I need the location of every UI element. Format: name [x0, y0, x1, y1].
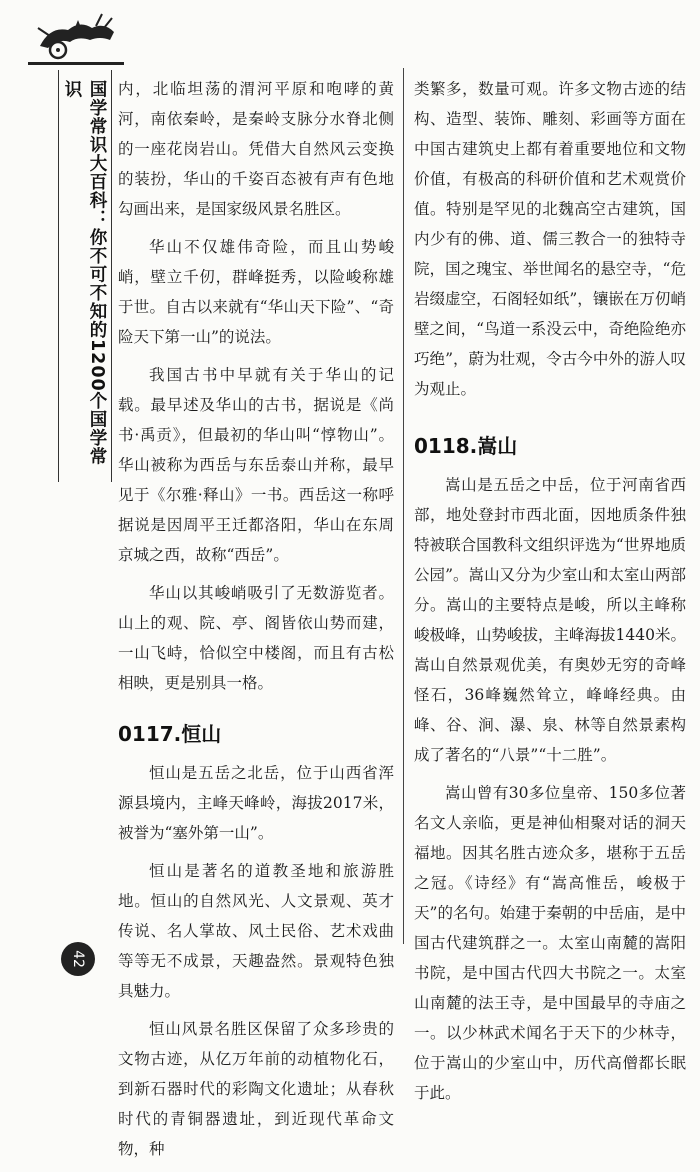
right-column: [414, 74, 686, 1116]
paragraph: 华山以其峻峭吸引了无数游览者。山上的观、院、亭、阁皆依山势而建，一山飞峙，恰似空中楼阁，而且有古松相映，更是别具一格。: [118, 584, 394, 692]
paragraph: 类繁多，数量可观。许多文物古迹的结构、造型、装饰、雕刻、彩画等方面在中国古建筑史上都有着重要地位和文物价值，有极高的科研价值和艺术观赏价值。特别是罕见的北魏高空古建筑，国内少有的佛、道、儒三教合一的独特寺院，国之瑰宝、举世闻名的悬空寺，“危岩缀虚空，石阁轻如纸”，镶嵌在万仞峭壁之间，“鸟道一系没云中，奇绝险绝亦巧绝”，蔚为壮观，令古今中外的游人叹为观止。: [414, 80, 686, 398]
column-divider: [403, 68, 404, 944]
paragraph: 恒山是著名的道教圣地和旅游胜地。恒山的自然风光、人文景观、英才传说、名人掌故、风土民俗、艺术戏曲等等无不成景，天趣盎然。景观特色独具魅力。: [118, 862, 394, 1000]
left-column: [118, 74, 394, 1172]
paragraph: 恒山是五岳之北岳，位于山西省浑源县境内，主峰天峰岭，海拔2017米，被誉为“塞外第一山”。: [118, 764, 394, 842]
section-heading-0117: 0117.恒山: [118, 722, 222, 746]
paragraph: 恒山风景名胜区保留了众多珍贵的文物古迹，从亿万年前的动植物化石，到新石器时代的彩陶文化遗址；从春秋时代的青铜器遗址，到近现代革命文物，种: [118, 1020, 394, 1158]
paragraph: 嵩山是五岳之中岳，位于河南省西部，地处登封市西北面，因地质条件独特被联合国教科文组织评选为“世界地质公园”。嵩山又分为少室山和太室山两部分。嵩山的主要特点是峻，所以主峰称峻极峰，山势峻拔，主峰海拔1440米。嵩山自然景观优美，有奥妙无穷的奇峰怪石，36峰巍然耸立，峰峰经典。由峰、谷、涧、瀑、泉、林等自然景素构成了著名的“八景”“十二胜”。: [414, 476, 686, 764]
book-title: 国学常识大百科：你不可不知的1200个国学常识: [62, 80, 107, 466]
book-title-sidebar: [58, 70, 112, 482]
paragraph: 嵩山曾有30多位皇帝、150多位著名文人亲临，更是神仙相聚对话的洞天福地。因其名胜古迹众多，堪称于五岳之冠。《诗经》有“嵩高惟岳，峻极于天”的名句。始建于秦朝的中岳庙，是中国古代建筑群之一。太室山南麓的嵩阳书院，是中国古代四大书院之一。太室山南麓的法王寺，是中国最早的寺庙之一。以少林武术闻名于天下的少林寺，位于嵩山的少室山中，历代高僧都长眠于此。: [414, 784, 686, 1102]
paragraph: 华山不仅雄伟奇险，而且山势峻峭，壁立千仞，群峰挺秀，以险峻称雄于世。自古以来就有“华山天下险”、“奇险天下第一山”的说法。: [118, 238, 394, 346]
chariot-emblem-icon: [30, 6, 122, 62]
page-number: 42: [61, 942, 95, 976]
section-heading-0118: 0118.嵩山: [414, 434, 518, 458]
header-rule: [28, 62, 124, 65]
paragraph: 内，北临坦荡的渭河平原和咆哮的黄河，南依秦岭，是秦岭支脉分水脊北侧的一座花岗岩山。凭借大自然风云变换的装扮，华山的千姿百态被有声有色地勾画出来，是国家级风景名胜区。: [118, 80, 394, 218]
paragraph: 我国古书中早就有关于华山的记载。最早述及华山的古书，据说是《尚书·禹贡》，但最初的华山叫“惇物山”。华山被称为西岳与东岳泰山并称，最早见于《尔雅·释山》一书。西岳这一称呼据说是因周平王迁都洛阳，华山在东周京城之西，故称“西岳”。: [118, 366, 394, 564]
